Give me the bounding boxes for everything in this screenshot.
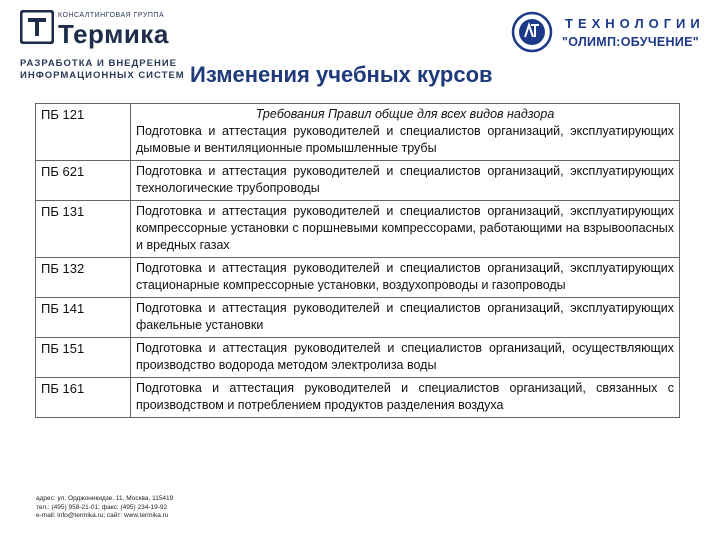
- footer-address: адрес: ул. Орджоникидзе, 11, Москва, 115419: [36, 495, 174, 502]
- courses-table-body: [36, 104, 680, 418]
- table-row: [36, 338, 680, 378]
- course-description: Подготовка и аттестация руководителей и специалистов организаций, осуществляющих производство водорода методом электролиза воды: [131, 338, 680, 378]
- course-code: ПБ 131: [36, 201, 131, 258]
- termika-logo-icon: [20, 10, 54, 44]
- table-row: [36, 258, 680, 298]
- course-code: ПБ 141: [36, 298, 131, 338]
- course-description: Подготовка и аттестация руководителей и специалистов организаций, связанных с производством и потреблением продуктов разделения воздуха: [131, 378, 680, 418]
- table-row: [36, 104, 680, 161]
- olymp-logo-icon: [510, 10, 554, 54]
- footer-phones: тел.: (495) 958-21-01; факс: (495) 234-19-92: [36, 503, 168, 511]
- course-code: ПБ 132: [36, 258, 131, 298]
- table-row: [36, 378, 680, 418]
- company-name: Термика: [58, 19, 169, 49]
- company-sub: КОНСАЛТИНГОВАЯ ГРУППА: [58, 12, 165, 19]
- course-description: Подготовка и аттестация руководителей и специалистов организаций, эксплуатирующих технологические трубопроводы: [131, 161, 680, 201]
- company-tagline-line-1: РАЗРАБОТКА И ВНЕДРЕНИЕ: [20, 58, 177, 69]
- table-row: [36, 298, 680, 338]
- company-tagline: [20, 58, 185, 82]
- courses-table: [35, 103, 680, 418]
- partner-line-2: "ОЛИМП:ОБУЧЕНИЕ": [562, 35, 700, 49]
- course-description: Подготовка и аттестация руководителей и специалистов организаций, эксплуатирующих факельные установки: [131, 298, 680, 338]
- course-description: Подготовка и аттестация руководителей и специалистов организаций, эксплуатирующих дымовые и вентиляционные промышленные трубы: [136, 124, 674, 155]
- table-row: [36, 161, 680, 201]
- course-code: ПБ 161: [36, 378, 131, 418]
- course-description-cell: [131, 104, 680, 161]
- page-title: Изменения учебных курсов: [190, 62, 493, 87]
- partner-logo: [510, 10, 710, 70]
- company-tagline-line-2: ИНФОРМАЦИОННЫХ СИСТЕМ: [20, 70, 185, 81]
- course-code: ПБ 621: [36, 161, 131, 201]
- course-code: ПБ 151: [36, 338, 131, 378]
- footer-contacts: [36, 495, 173, 521]
- footer-web: e-mail: info@termika.ru; сайт: www.termika.ru: [36, 512, 169, 519]
- course-description: Подготовка и аттестация руководителей и специалистов организаций, эксплуатирующих компрессорные установки с поршневыми компрессорами, работающими на взрывоопасных и вредных газах: [131, 201, 680, 258]
- section-heading: Требования Правил общие для всех видов надзора: [255, 107, 555, 121]
- course-description: Подготовка и аттестация руководителей и специалистов организаций, эксплуатирующих стационарные компрессорные установки, воздухопроводы и газопроводы: [131, 258, 680, 298]
- table-row: [36, 201, 680, 258]
- partner-line-1: ТЕХНОЛОГИИ: [565, 16, 705, 31]
- course-code: ПБ 121: [36, 104, 131, 161]
